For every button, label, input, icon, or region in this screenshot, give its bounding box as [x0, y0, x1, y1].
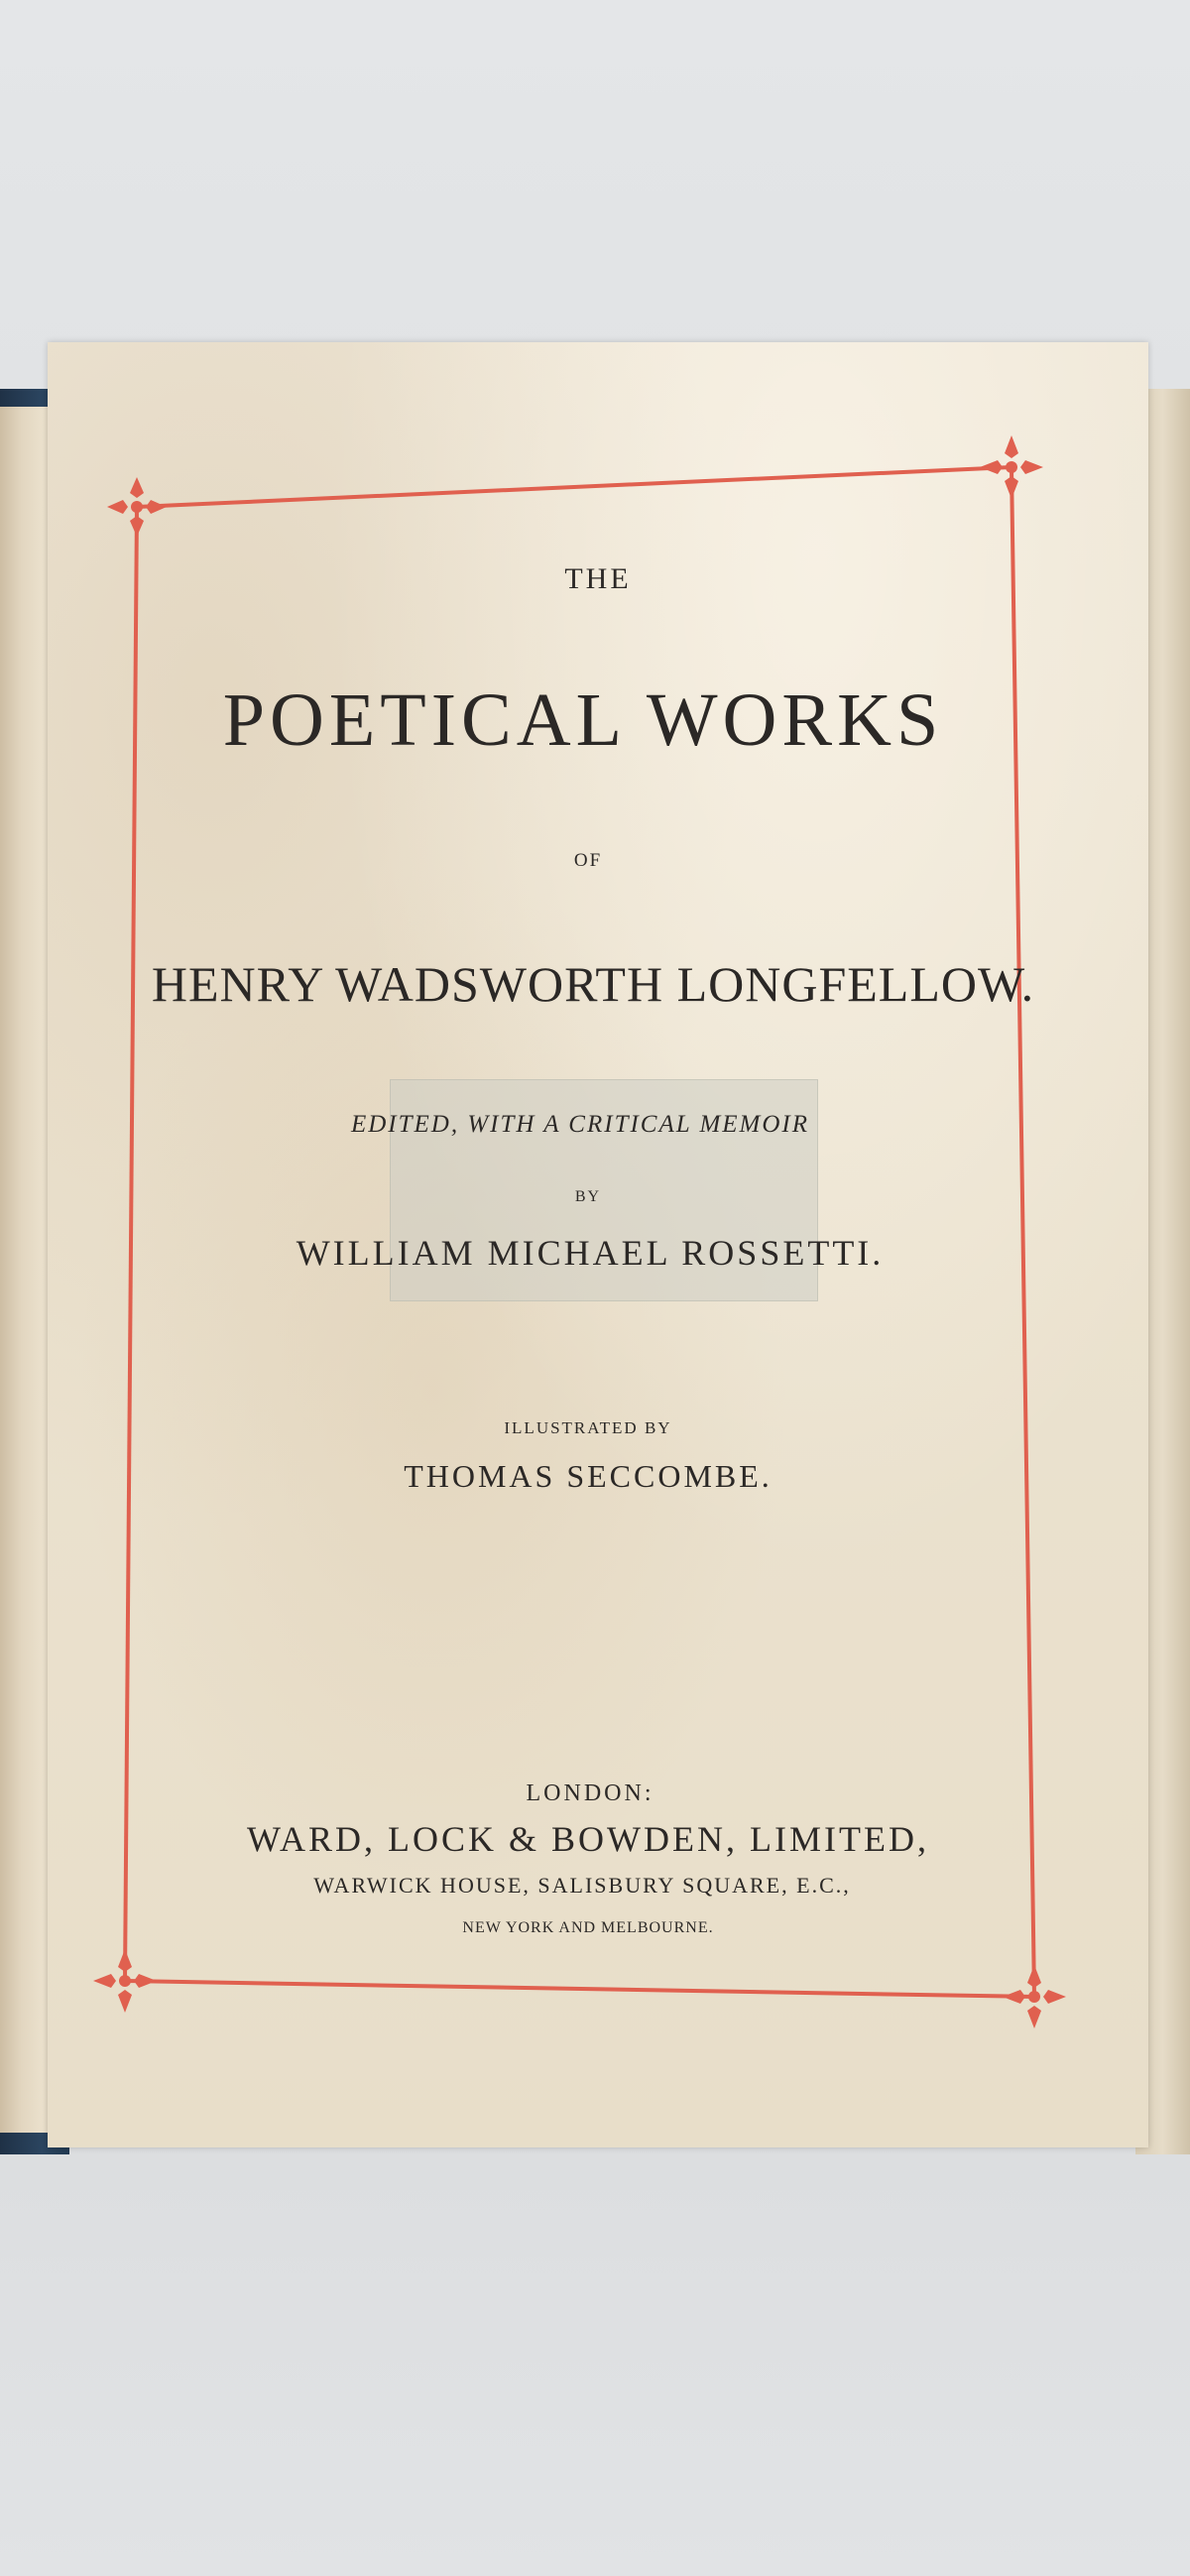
publisher-name: WARD, LOCK & BOWDEN, LIMITED, — [247, 1819, 929, 1859]
illustrated-by-label: ILLUSTRATED BY — [504, 1418, 672, 1437]
by-label: BY — [574, 1188, 602, 1205]
book-title: POETICAL WORKS — [222, 678, 944, 762]
other-cities: NEW YORK AND MELBOURNE. — [462, 1919, 714, 1936]
imprint-city: LONDON: — [526, 1780, 654, 1806]
illustrator-name: THOMAS SECCOMBE. — [404, 1458, 773, 1494]
title-page — [48, 342, 1148, 2147]
border-top-line — [137, 467, 1012, 507]
maltese-cross-icon — [93, 1949, 157, 2013]
publisher-address: WARWICK HOUSE, SALISBURY SQUARE, E.C., — [313, 1873, 851, 1898]
author-name: HENRY WADSWORTH LONGFELLOW. — [151, 956, 1035, 1012]
maltese-cross-icon — [980, 435, 1043, 499]
maltese-cross-icon — [1003, 1965, 1066, 2028]
border-bottom-line — [125, 1981, 1034, 1997]
heading-the: THE — [564, 562, 632, 595]
edited-line: EDITED, WITH A CRITICAL MEMOIR — [350, 1111, 810, 1138]
editor-name: WILLIAM MICHAEL ROSSETTI. — [296, 1233, 885, 1273]
maltese-cross-icon — [107, 477, 167, 537]
heading-of: OF — [573, 850, 603, 871]
